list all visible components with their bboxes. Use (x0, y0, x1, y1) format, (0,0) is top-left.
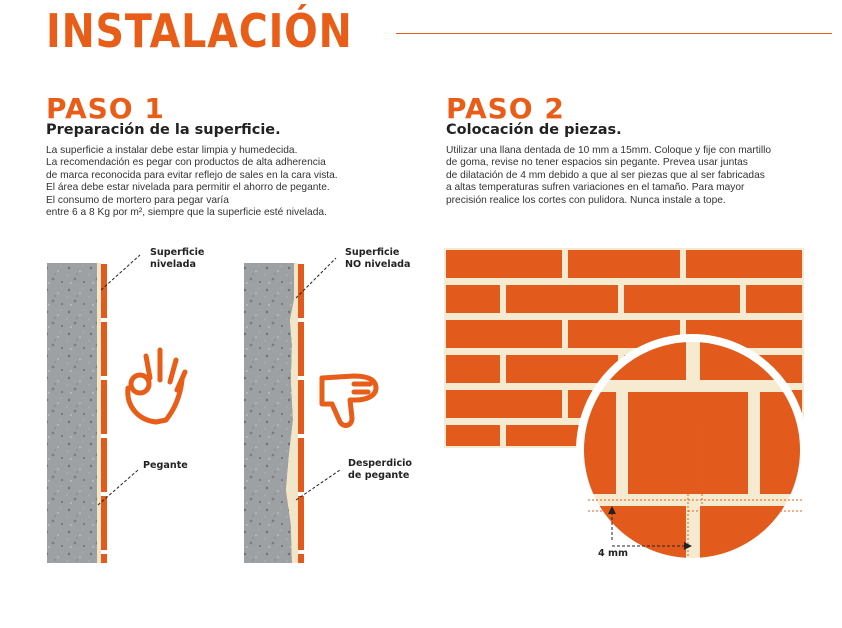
step-2-subtitle: Colocación de piezas. (446, 122, 622, 138)
step-1-number: PASO 1 (46, 92, 165, 125)
step-1-line: El consumo de mortero para pegar varía (46, 194, 229, 206)
concrete-wall (47, 263, 97, 563)
step-1-line: El área debe estar nivelada para permitir el ahorro de pegante. (46, 182, 330, 194)
step-2-number: PASO 2 (446, 92, 565, 125)
step-1-line: de marca reconocida para evitar reflejo de sales en la cara vista. (46, 169, 338, 181)
step-1-line: entre 6 a 8 Kg por m², siempre que la superficie esté nivelada. (46, 207, 327, 219)
step-2-line: de dilatación de 4 mm debido a que al ser piezas que al ser fabricadas (446, 169, 765, 181)
adhesive-label: Pegante (143, 460, 188, 471)
page-title: INSTALACIÓN (46, 4, 353, 58)
uneven-surface-label: Superficie NO nivelada (345, 247, 411, 270)
step-1-subtitle: Preparación de la superficie. (46, 122, 281, 138)
step-2-line: a altas temperaturas sufren variaciones en el tamaño. Para mayor (446, 182, 745, 194)
uneven-wall-diagram (244, 258, 340, 563)
brick-column (298, 264, 304, 563)
joint-width-label: 4 mm (598, 548, 629, 559)
step-1-line: La superficie a instalar debe estar limpia y humedecida. (46, 145, 298, 156)
adhesive-layer (97, 263, 101, 563)
step-2-line: precisión realice los cortes con pulidora. Nunca instale a tope. (446, 194, 726, 206)
uneven-concrete-wall (244, 263, 294, 563)
thumbs-down-icon (322, 376, 376, 425)
wasted-adhesive-label: Desperdicio de pegante (348, 458, 413, 481)
level-wall-diagram (47, 255, 140, 563)
brick-column (101, 264, 107, 563)
step-1-line: La recomendación es pegar con productos de alta adherencia (46, 157, 326, 169)
step-2-line: de goma, revise no tener espacios sin pegante. Prevea usar juntas (446, 157, 748, 169)
level-surface-label: Superficie nivelada (150, 247, 205, 270)
step-2-line: Utilizar una llana dentada de 10 mm a 15mm. Coloque y fije con martillo (446, 145, 772, 156)
ok-hand-icon (128, 350, 185, 422)
